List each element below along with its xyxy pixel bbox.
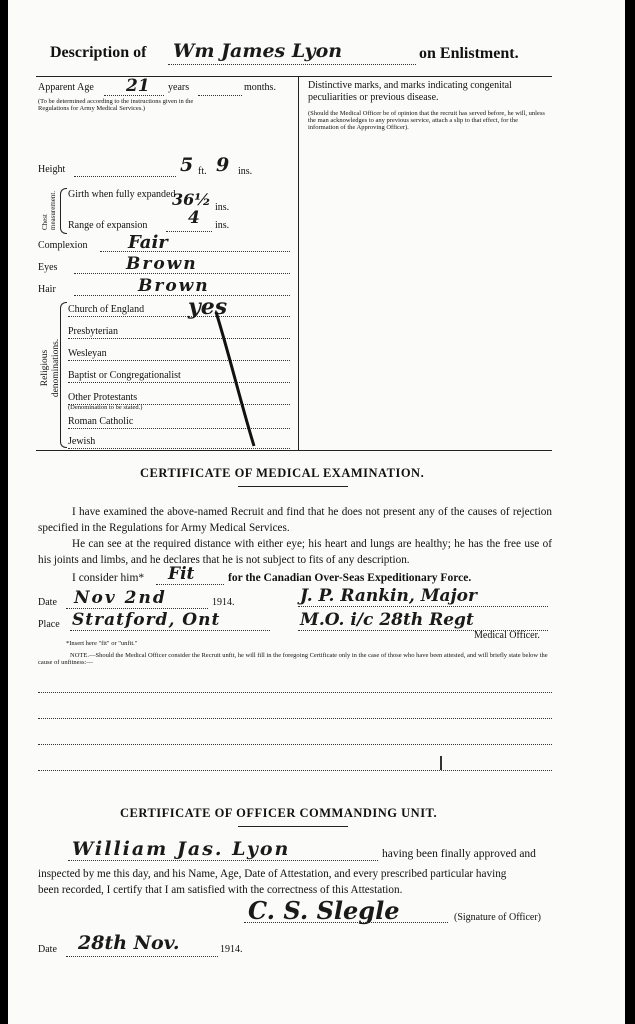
- girth-label: Girth when fully expanded: [68, 189, 176, 200]
- height-label: Height: [38, 164, 66, 175]
- officer-date-value: 28th Nov.: [78, 932, 180, 954]
- medical-officer-label: Medical Officer.: [474, 630, 540, 641]
- religious-denominations-label: Religious denominations.: [40, 338, 61, 398]
- consider-label: I consider him*: [72, 572, 145, 584]
- religion-item: Baptist or Congregationalist: [68, 370, 181, 381]
- religion-dash-mark: [198, 310, 268, 450]
- ft-label: ft.: [198, 166, 207, 177]
- form-title-right: on Enlistment.: [419, 45, 519, 62]
- exam-place-value: Stratford, Ont: [72, 610, 221, 630]
- range-label: Range of expansion: [68, 220, 148, 231]
- form-title-left: Description of: [50, 44, 147, 61]
- recruit-name: Wm James Lyon: [173, 40, 343, 62]
- age-label: Apparent Age: [38, 82, 94, 93]
- religion-item: Roman Catholic: [68, 416, 134, 427]
- height-feet: 5: [180, 154, 194, 176]
- complexion-value: Fair: [128, 232, 168, 253]
- girth-value: 36½: [172, 190, 211, 209]
- exam-date-value: Nov 2nd: [74, 588, 167, 608]
- religion-item: Church of England: [68, 304, 145, 315]
- officer-year: 1914.: [220, 944, 243, 955]
- age-note: (To be determined according to the instructions given in the Regulations for Army Medical Services.): [38, 98, 194, 112]
- signature-label: (Signature of Officer): [454, 912, 542, 923]
- officer-text-2: inspected by me this day, and his Name, Age, Date of Attestation, and every prescribed particular having: [38, 868, 507, 880]
- eyes-value: Brown: [126, 254, 198, 274]
- ins-label: ins.: [238, 166, 253, 177]
- ins-label: ins.: [215, 220, 230, 231]
- range-value: 4: [188, 208, 200, 228]
- date-label: Date: [38, 597, 57, 608]
- exam-year: 1914.: [212, 597, 235, 608]
- place-label: Place: [38, 619, 60, 630]
- previous-service-note: (Should the Medical Officer be of opinion that the recruit has served before, he will, unless the man acknowledges to any previous service, attach a slip to that effect, for the information of the Approving Officer).: [308, 110, 545, 131]
- officer-text-3: been recorded, I certify that I am satisfied with the correctness of this Attestation.: [38, 884, 403, 896]
- medical-officer-unit: M.O. i/c 28th Regt: [300, 610, 474, 630]
- attestation-form: [8, 0, 625, 1024]
- denomination-note: (Denomination to be stated.): [68, 404, 143, 411]
- age-years: 21: [126, 76, 150, 96]
- distinctive-marks-title: Distinctive marks, and marks indicating congenital peculiarities or previous disease.: [308, 80, 512, 103]
- insert-note: *Insert here "fit" or "unfit.": [66, 640, 138, 647]
- medical-certificate-title: CERTIFICATE OF MEDICAL EXAMINATION.: [140, 466, 425, 480]
- complexion-label: Complexion: [38, 240, 88, 251]
- officer-text-1: having been finally approved and: [382, 848, 536, 860]
- medical-para-2: He can see at the required distance with either eye; his heart and lungs are healthy; he has the free use of his joints and limbs, and he declares that he is not subject to fits of any description.: [38, 538, 552, 566]
- chest-measurement-label: Chest measurement.: [41, 190, 57, 230]
- years-label: years: [168, 82, 190, 93]
- recruit-name-signed: William Jas. Lyon: [72, 838, 291, 860]
- religion-item: Other Protestants: [68, 392, 138, 403]
- religion-item: Wesleyan: [68, 348, 107, 359]
- force-label: for the Canadian Over-Seas Expeditionary Force.: [228, 572, 472, 584]
- unfit-note: NOTE.—Should the Medical Officer consider the Recruit unfit, he will fill in the foregoing Certificate only in the case of those who have been attested, and will briefly state below the cause of unfitness:—: [38, 652, 548, 666]
- church-of-england-value: yes: [188, 294, 228, 320]
- height-inches: 9: [216, 154, 230, 176]
- ins-label: ins.: [215, 202, 230, 213]
- officer-certificate-title: CERTIFICATE OF OFFICER COMMANDING UNIT.: [120, 806, 438, 820]
- eyes-label: Eyes: [38, 262, 58, 273]
- religion-item: Jewish: [68, 436, 96, 447]
- officer-signature: C. S. Slegle: [248, 896, 400, 925]
- medical-para-1: I have examined the above-named Recruit and find that he does not present any of the causes of rejection specified in the Regulations for Army Medical Services.: [38, 506, 552, 534]
- medical-officer-signature: J. P. Rankin, Major: [300, 586, 477, 606]
- months-label: months.: [244, 82, 276, 93]
- hair-value: Brown: [138, 276, 210, 296]
- officer-date-label: Date: [38, 944, 57, 955]
- hair-label: Hair: [38, 284, 56, 295]
- religion-item: Presbyterian: [68, 326, 118, 337]
- fitness-value: Fit: [168, 564, 195, 584]
